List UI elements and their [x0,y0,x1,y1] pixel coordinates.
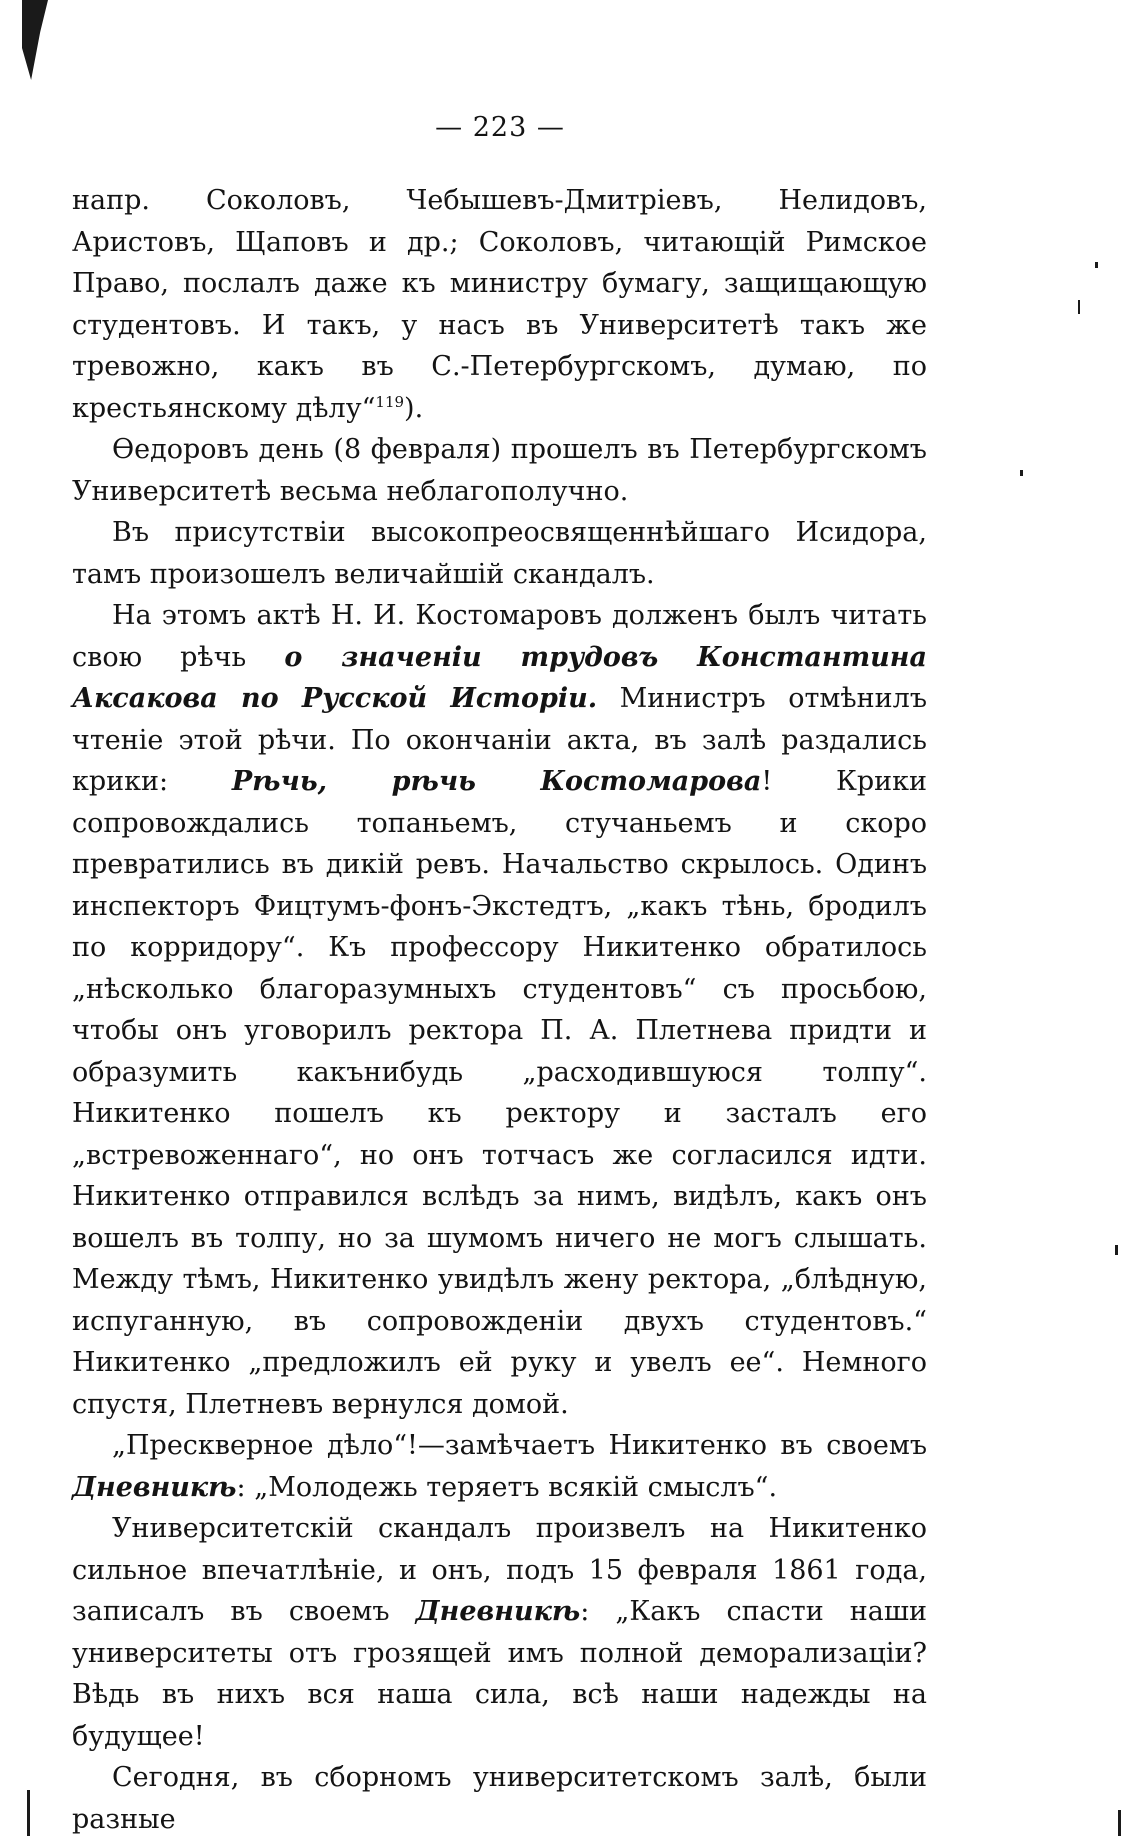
paragraph-text: Ѳедоровъ день (8 февраля) прошелъ въ Петербургскомъ Университетѣ весьма неблагополучно. [72,434,927,507]
scan-speck [1115,1245,1118,1255]
paragraph-text: : „Какъ спасти наши университеты отъ грозящей имъ полной деморализаціи? Вѣдь въ нихъ вся наша сила, всѣ наши надежды на будущее! [72,1596,927,1752]
paragraph-text: „Пресквернoе дѣло“!—замѣчаетъ Никитенко въ своемъ [112,1430,927,1461]
paragraph-text: Министръ отмѣнилъ чтеніе этой рѣчи. По окончаніи акта, въ залѣ раздались крики: [72,683,927,797]
italic-title: о значеніи трудовъ Константина Аксакова по Русской Исторіи. [72,641,927,714]
paragraph-text: Университетскій скандалъ произвелъ на Никитенко сильное впечатлѣніе, и онъ, подъ 15 февраля 1861 года, записалъ въ своемъ [72,1513,927,1627]
paragraph [72,1757,927,1840]
italic-quote: Рѣчь, рѣчь Костомарова [231,766,762,797]
scan-edge-mark [1118,1810,1121,1836]
paragraph [72,429,927,512]
paragraph-text: Въ присутствіи высокопреосвященнѣйшаго Исидора, тамъ произошелъ величайшій скандалъ. [72,517,927,590]
paragraph-text: На этомъ актѣ Н. И. Костомаровъ долженъ былъ читать свою рѣчь [72,600,927,673]
scan-speck [1020,470,1023,476]
paragraph [72,1425,927,1508]
paragraph [72,1508,927,1757]
scan-speck [1095,262,1098,268]
paragraph-text: напр. Соколовъ, Чебышевъ-Дмитріевъ, Нелидовъ, Аристовъ, Щаповъ и др.; Соколовъ, читающій Римское Право, послалъ даже къ министру бумагу, защищающую студентовъ. И такъ, у насъ въ Университетѣ такъ же тревожно, какъ въ С.-Петербургскомъ, думаю, по крестьянскому дѣлу“ [72,185,927,424]
italic-title: Дневникѣ [415,1596,581,1627]
paragraph-text: : „Молодежь теряетъ всякій смыслъ“. [236,1471,778,1503]
paragraph [72,180,927,429]
page-number: — 223 — [435,112,565,143]
paragraph [72,512,927,595]
footnote-marker: 119 [375,392,405,411]
body-text [72,180,927,1840]
paragraph-text: ). [404,392,424,424]
paragraph-text: Сегодня, въ сборномъ университетскомъ залѣ, были разные [72,1762,927,1835]
paragraph-text: ! Крики сопровождались топаньемъ, стучаньемъ и скоро превратились въ дикій ревъ. Начальство скрылось. Одинъ инспекторъ Фицтумъ-фонъ-Экстедтъ, „какъ тѣнь, бродилъ по корридору“. Къ профессору Никитенко обратилось „нѣсколько благоразумныхъ студентовъ“ съ просьбою, чтобы онъ уговорилъ ректора П. А. Плетнева придти и образумить какънибудь „расходившуюся толпу“. Никитенко пошелъ къ ректору и засталъ его „встревоженнаго“, но онъ тотчасъ же согласился идти. Никитенко отправился вслѣдъ за нимъ, видѣлъ, какъ онъ вошелъ въ толпу, но за шумомъ ничего не могъ слышать. Между тѣмъ, Никитенко увидѣлъ жену ректора, „блѣдную, испуганную, въ сопровожденіи двухъ студентовъ.“ Никитенко „предложилъ ей руку и увелъ ее“. Немного спустя, Плетневъ вернулся домой. [72,766,927,1420]
italic-title: Дневникѣ [72,1471,237,1503]
scan-speck [1078,300,1080,314]
scan-edge-mark [27,1790,30,1836]
scan-edge-mark [22,0,48,80]
paragraph [72,595,927,1425]
